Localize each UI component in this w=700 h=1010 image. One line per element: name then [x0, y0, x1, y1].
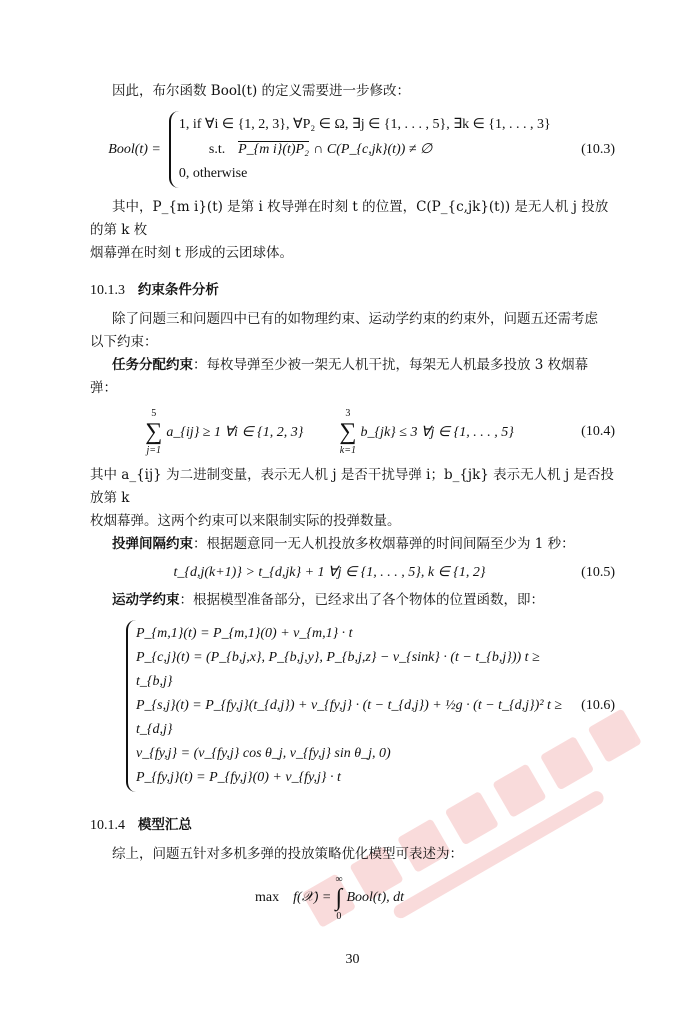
eq-line: P_{c,j}(t) = (P_{b,j,x}, P_{b,j,y}, P_{b,j,z} − v_{sink} · (t − t_{b,j})) t ≥ t_{b,j} [136, 650, 540, 689]
text: ：每枚导弹至少被一架无人机干扰，每架无人机最多投放 3 枚烟幕弹： [90, 357, 589, 396]
section-title: 约束条件分析 [137, 282, 219, 298]
expr-1: a_{ij} ≥ 1 ∀i ∈ {1, 2, 3} [166, 424, 304, 440]
integral [335, 874, 342, 922]
sum-upper: 3 [345, 408, 351, 419]
label: 运动学约束 [112, 592, 180, 608]
label: 任务分配约束 [112, 357, 193, 373]
section-heading-10-1-3 [90, 279, 615, 302]
cases [169, 111, 551, 188]
text: ：根据题意同一无人机投放多枚烟幕弹的时间间隔至少为 1 秒： [193, 536, 575, 552]
eq-line: P_{s,j}(t) = P_{fy,j}(t_{d,j}) + v_{fy,j} · (t − t_{d,j}) + ½g · (t − t_{d,j})² t ≥ t_{d,j} [136, 698, 563, 737]
para-1-line-1: 其中，P_{m i}(t) 是第 i 枚导弹在时刻 t 的位置，C(P_{c,jk}(t)) 是无人机 j 投放的第 k 枚 [90, 199, 609, 238]
equation-number: (10.3) [581, 141, 615, 157]
section-title: 模型汇总 [137, 817, 192, 833]
task-constraint [90, 354, 615, 400]
cases [126, 620, 569, 792]
equation-10-5: t_{d,j(k+1)} > t_{d,jk} + 1 ∀j ∈ {1, . . . , 5}, k ∈ {1, 2} [173, 565, 486, 580]
para-4: 综上，问题五针对多机多弹的投放策略优化模型可表述为： [112, 846, 463, 862]
sum-upper: 5 [151, 408, 157, 419]
case-1-condition [179, 137, 551, 162]
eq-line: P_{m,1}(t) = P_{m,1}(0) + v_{m,1} · t [136, 626, 353, 641]
equation-10-4 [90, 408, 615, 456]
integral-upper: ∞ [335, 874, 343, 885]
sum-1 [145, 408, 162, 456]
equation-number: (10.5) [581, 564, 615, 580]
eq-line: v_{fy,j} = (v_{fy,j} cos θ_j, v_{fy,j} sin θ_j, 0) [136, 746, 391, 761]
sigma-icon: ∑ [145, 419, 163, 445]
sum-lower: k=1 [339, 445, 356, 456]
equation-number: (10.6) [581, 698, 615, 713]
para-3-line-1: 其中 a_{ij} 为二进制变量，表示无人机 j 是否干扰导弹 i；b_{jk} 表示无人机 j 是否投放第 k [90, 467, 614, 506]
integral-lower: 0 [336, 911, 342, 922]
objective-lhs: f(𝒳) = [293, 890, 332, 905]
section-heading-10-1-4 [90, 814, 615, 837]
para-2-line-2: 以下约束： [90, 334, 158, 350]
case-0: 0, otherwise [178, 166, 248, 181]
eq-line: P_{fy,j}(t) = P_{fy,j}(0) + v_{fy,j} · t [136, 770, 341, 785]
case-1-st: s.t. [208, 142, 226, 157]
label: 投弹间隔约束 [112, 536, 193, 552]
equation-10-3 [90, 111, 615, 188]
intro-text: 因此，布尔函数 Bool(t) 的定义需要进一步修改： [112, 83, 411, 99]
equation-10-5-row [90, 564, 615, 581]
section-number: 10.1.3 [90, 283, 125, 298]
para-1-line-2: 烟幕弹在时刻 t 形成的云团球体。 [90, 245, 294, 261]
integral-icon: ∫ [335, 885, 343, 911]
text: ：根据模型准备部分，已经求出了各个物体的位置函数，即： [179, 592, 544, 608]
sigma-icon: ∑ [339, 419, 357, 445]
eq-lhs: Bool(t) = [108, 141, 161, 157]
kinematic-constraint [90, 589, 615, 612]
equation-number: (10.4) [581, 424, 615, 439]
segment: P_{m i}(t)P₂ [238, 142, 309, 157]
section-number: 10.1.4 [90, 818, 125, 833]
case-1-rest: ∩ C(P_{c,jk}(t)) ≠ ∅ [313, 142, 433, 157]
para-3-line-2: 枚烟幕弹。这两个约束可以来限制实际的投弹数量。 [90, 513, 401, 529]
objective-equation [90, 874, 615, 922]
integrand: Bool(t), dt [346, 890, 404, 905]
interval-constraint [90, 533, 615, 556]
case-1: 1, if ∀i ∈ {1, 2, 3}, ∀P₂ ∈ Ω, ∃j ∈ {1, . . . , 5}, ∃k ∈ {1, . . . , 3} [178, 117, 551, 132]
sum-2 [339, 408, 356, 456]
page-number: 30 [345, 952, 360, 967]
equation-10-6 [90, 620, 615, 792]
expr-2: b_{jk} ≤ 3 ∀j ∈ {1, . . . , 5} [360, 424, 514, 440]
para-2-line-1: 除了问题三和问题四中已有的如物理约束、运动学约束的约束外，问题五还需考虑 [112, 311, 598, 327]
sum-lower: j=1 [146, 445, 162, 456]
max-label: max [255, 890, 280, 905]
